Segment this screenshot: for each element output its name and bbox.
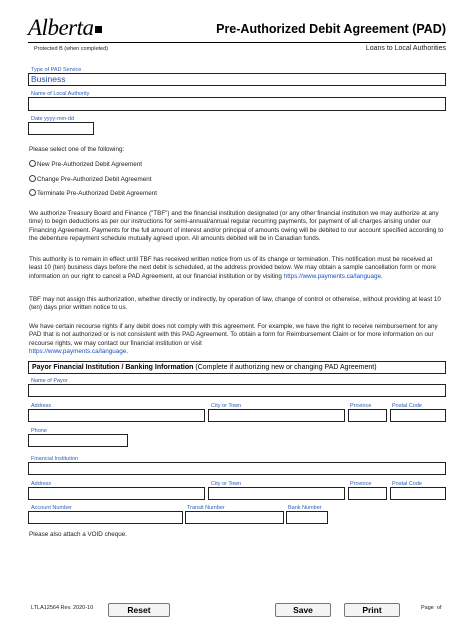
form-identifier: LTLA12564 Rev. 2020-10 [31, 605, 94, 611]
fi-city-label: City or Town [211, 481, 242, 487]
section-subtitle: (Complete if authorizing new or changing PAD Agreement) [195, 364, 377, 371]
payor-name-field[interactable] [28, 384, 446, 397]
logo-text: Alberta [28, 15, 94, 40]
radio-icon[interactable] [29, 189, 36, 196]
account-number-field[interactable] [28, 511, 183, 524]
termination-paragraph [29, 256, 447, 281]
section-title: Payor Financial Institution / Banking Information [32, 364, 194, 371]
logo-flag-icon [95, 26, 102, 33]
financial-institution-label: Financial Institution [31, 456, 79, 462]
name-of-local-authority-label: Name of Local Authority [31, 91, 90, 97]
protected-note: Protected B (when completed) [34, 46, 108, 52]
fi-postal-field[interactable] [390, 487, 446, 500]
recourse-paragraph [29, 323, 447, 356]
transit-number-field[interactable] [185, 511, 284, 524]
termination-end: . [381, 272, 383, 280]
fi-province-label: Province [350, 481, 372, 487]
payor-phone-field[interactable] [28, 434, 128, 447]
payor-name-label: Name of Payor [31, 378, 68, 384]
assignment-paragraph: TBF may not assign this authorization, whether directly or indirectly, by operation of law, change of control or otherwise, without providing at least 10 (ten) days prior written notice to us. [29, 296, 441, 312]
department-name: Loans to Local Authorities [365, 45, 446, 52]
fi-province-field[interactable] [348, 487, 387, 500]
name-of-local-authority-field[interactable] [28, 97, 446, 111]
bank-number-label: Bank Number [288, 505, 322, 511]
financial-institution-field[interactable] [28, 462, 446, 475]
document-title: Pre-Authorized Debit Agreement (PAD) [216, 22, 446, 36]
payor-phone-label: Phone [31, 428, 47, 434]
option-label: New Pre-Authorized Debit Agreement [37, 161, 142, 168]
type-of-pad-service-field[interactable] [28, 73, 446, 86]
recourse-text: We have certain recourse rights if any debit does not comply with this agreement. For example, we have the right to receive reimbursement for any PAD that is not authorized or is not consistent with this PAD Agreement. To obtain a form for Reimbursement Claim or for more information on our recourse rights, we may contact our financial institution or visit [29, 323, 438, 347]
payor-address-field[interactable] [28, 409, 205, 422]
fi-postal-label: Postal Code [392, 481, 422, 487]
page-indicator: Page of [421, 605, 442, 611]
payments-link[interactable]: https://www.payments.ca/language [283, 272, 382, 280]
select-prompt: Please select one of the following: [29, 146, 125, 153]
save-button[interactable]: Save [275, 603, 331, 617]
recourse-end: . [126, 347, 129, 355]
radio-icon[interactable] [29, 175, 36, 182]
date-field[interactable] [28, 122, 94, 135]
alberta-logo [28, 15, 102, 41]
payor-postal-field[interactable] [390, 409, 446, 422]
payor-city-label: City or Town [211, 403, 242, 409]
reset-button[interactable]: Reset [108, 603, 170, 617]
void-cheque-note: Please also attach a VOID cheque. [29, 531, 128, 538]
transit-number-label: Transit Number [187, 505, 225, 511]
type-of-pad-service-value: Business [31, 74, 66, 84]
termination-text: This authority is to remain in effect until TBF has received written notice from us of its change or termination. This notification must be received at least 10 (ten) business days before the next debit is scheduled, at the address provided below. We may obtain a sample cancellation form or more information on our right to cancel a PAD Agreement, at our financial institution or by visiting [29, 256, 436, 280]
header-divider [28, 42, 446, 43]
payor-postal-label: Postal Code [392, 403, 422, 409]
payor-province-field[interactable] [348, 409, 387, 422]
radio-icon[interactable] [29, 160, 36, 167]
date-label: Date yyyy-mm-dd [31, 116, 75, 122]
option-change-agreement[interactable] [29, 175, 151, 183]
option-new-agreement[interactable] [29, 160, 142, 168]
payor-city-field[interactable] [208, 409, 345, 422]
print-button[interactable]: Print [344, 603, 400, 617]
authorization-paragraph: We authorize Treasury Board and Finance ("TBF") and the financial institution designated (or any other financial institution we may authorize at any time) to begin deductions as per our instructions for semi-annual/annual regular recurring payments, for payment of all charges arising under our Financing Agreement. Payments for the full amount of interest and/or principal of amounts owing will be debited to our account specified according to the debenture repayment schedule mutually agreed upon. All amounts debited will be in Canadian funds. [29, 210, 444, 242]
bank-number-field[interactable] [286, 511, 328, 524]
option-label: Change Pre-Authorized Debit Agreement [37, 176, 152, 183]
payments-link[interactable]: https://www.payments.ca/language [29, 347, 127, 355]
fi-address-label: Address [31, 481, 52, 487]
account-number-label: Account Number [31, 505, 72, 511]
banking-section-header [28, 361, 446, 374]
payor-address-label: Address [31, 403, 52, 409]
payor-province-label: Province [350, 403, 372, 409]
fi-city-field[interactable] [208, 487, 345, 500]
fi-address-field[interactable] [28, 487, 205, 500]
option-label: Terminate Pre-Authorized Debit Agreement [37, 190, 158, 197]
type-of-pad-service-label: Type of PAD Service [31, 67, 82, 73]
option-terminate-agreement[interactable] [29, 189, 157, 197]
